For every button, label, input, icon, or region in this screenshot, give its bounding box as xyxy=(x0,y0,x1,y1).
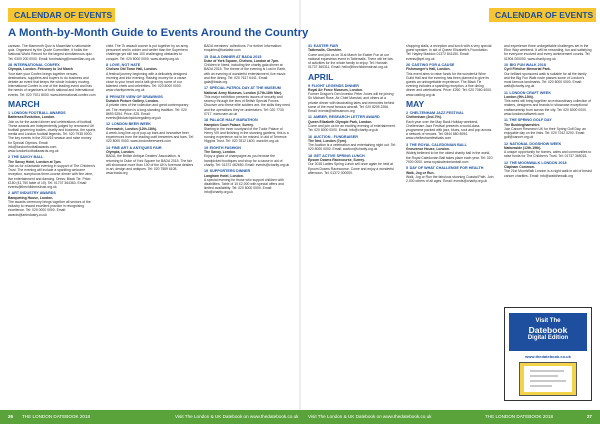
event-date: 18 xyxy=(204,118,209,123)
event-name: EIGHTH FASHION xyxy=(209,145,241,150)
event-description: Come and join us for an exciting evening of entertainment. Tel: 020 8000 0000. Email: info@charity.org.uk xyxy=(308,124,396,133)
event-description: Enjoy a glass of champagne as you browse the handpicked boutiques and shop for a cause in aid of charity. Tel: 01372 462650. Email: events@charity.org.uk xyxy=(204,154,290,167)
event-item xyxy=(106,146,194,176)
footer-title-right: THE LONDON DATEBOOK 2018 xyxy=(485,414,554,419)
event-venue: Epsom Downs Racecourse, Surrey. xyxy=(308,158,365,163)
event-venue: Hampton Court Palace, Surrey. xyxy=(204,122,254,127)
month-heading: MARCH xyxy=(8,99,40,110)
event-item xyxy=(8,111,96,153)
screen-line xyxy=(530,375,558,377)
event-date: 2 xyxy=(8,191,11,196)
event-venue: Greenwich, London (12th-18th). xyxy=(106,126,157,131)
ad-banner xyxy=(509,313,587,351)
event-description: This event aims to raise funds for the wonderful Wine Guild Hall and the evening has been planned to give its guests an unforgettable experience. The Black Tie evening includes a sparkling reception, a fine dining dinner and celebrations. Price: £250. Tel: 020 7060 4000. www.casting.org.uk xyxy=(406,71,492,97)
event-description: Our 2018 Ladies Spring Lunch will once again be held at Epsom Downs Racecourse. Come and enjoy a wonderful afternoon. Tel: 01372 000000. xyxy=(308,162,394,175)
screen-line xyxy=(530,370,564,372)
event-name: ART INDUSTRY AWARDS xyxy=(11,191,56,196)
event-description: This major exhibition presents issues of security and secrecy through the lens of British Special Forces. Discover who these elite soldiers are, the skills they need and the operations they've undertaken. Tel: 020 7730 0717. www.nam.ac.uk xyxy=(204,95,290,116)
event-item xyxy=(308,44,396,69)
event-date: 16 xyxy=(308,134,313,139)
continued-text: child. The 7k assault course is put together by an army personnel and is colder and wetter than the Superhero challenge yet still has 100 challenging obstacles to conquer. Tel: 020 8000 0000. www.charity.org.uk xyxy=(106,44,189,61)
event-date: 8 xyxy=(106,63,109,67)
tablet-icon xyxy=(519,362,577,396)
event-name: FINE ART & ANTIQUES FAIR xyxy=(111,145,162,150)
event-item xyxy=(504,91,592,116)
event-date: 2 xyxy=(406,111,409,116)
left-footer xyxy=(0,410,300,424)
event-description: A unique opportunity for homes, cafes and communities to raise funds for The Children's Trust. Tel: 01737 365015. xyxy=(504,150,592,159)
event-name: EASTER FAIR xyxy=(313,44,338,48)
event-name: NATIONAL DOGSHOW WEEK xyxy=(509,141,562,146)
event-item xyxy=(106,122,194,143)
event-name: INTERNATIONAL CONFEX xyxy=(13,63,60,67)
event-description: Join us for the award dinner and celebrations of football. These awards are independently judged by renowned UK football governing bodies, charity and business, the sports media and London football legends. Tel: 020 7935 0000. The key events in the 2014/15 season and raise money for Special Olymics. Email: info@londonfootballawards.com. www.londonfootballawards.org.uk xyxy=(8,119,96,154)
event-date: 2 xyxy=(8,155,11,160)
event-date: 19 xyxy=(204,169,209,174)
event-venue: Clapham Common. xyxy=(504,165,535,170)
event-venue: Walk, Jog or Run. xyxy=(406,170,435,175)
event-title xyxy=(406,166,494,170)
event-venue: Cheltenham (2nd-7th). xyxy=(406,115,442,120)
event-description: A festival journey beginning with a delicately designed morning and into evening. Raising money for a cause close to your heart and a talk given by some of our talented chefs and celebrities. Tel: 020 8000 0000. www.charityevents.org.uk xyxy=(106,71,187,93)
event-description: Come and join us on 31st March for Easter Fun at our national equestrian event in Tattersalls. There will be lots of activities for the whole family to enjoy. Tel: Hannah 01737 360311. Email: hello@thechildrenstrust.org.uk xyxy=(308,52,393,70)
continued-text: caravan. The Mammoth Quiz is Macmillan's nationwide quiz. Organised by the Quote Committee, it holds the National World Record for the largest simultaneous quiz. Tel: 0300 200 0000. Email: fundraising@macmillan.org.uk xyxy=(8,44,95,61)
page-headline: A Month-by-Month Guide to Events Around the Country xyxy=(8,27,309,39)
event-name: LONDON CRAFT WEEK xyxy=(509,90,551,95)
event-venue: Battersea Evolution, London. xyxy=(8,115,56,120)
event-description: BADA, the British Antique Dealers' Association, is returning to Duke of York Square for BADA 2015. The fair will showcase more than 100 of the UK's foremost dealers in art, design and antiques. Tel: 020 7589 6108. www.bada.org xyxy=(106,154,194,176)
ad-url[interactable]: www.thedatebook.co.uk xyxy=(525,354,571,359)
event-name: THE SAVOY BALL xyxy=(11,155,44,160)
screen-line xyxy=(530,385,552,387)
event-date: 12 xyxy=(504,141,509,146)
event-item xyxy=(204,118,292,143)
event-date: 17 xyxy=(204,86,209,91)
event-item xyxy=(308,154,396,175)
event-date: 31 xyxy=(308,44,313,48)
continued-text: shopping stalls, a reception and lunch with a very special guest speaker. In aid of Queen Elizabeth's Foundation. Tel: Hayley Maddox 01372 841150. Email: events@qef.org.uk xyxy=(406,44,492,61)
event-venue: Tattersalls, Cheshire. xyxy=(308,48,343,53)
event-name: DAY OF WHAT CHALLENGE FOR HEALTH xyxy=(409,166,484,171)
column-6 xyxy=(504,44,592,300)
event-date: 11 xyxy=(504,118,508,123)
column-5 xyxy=(406,44,494,400)
event-item xyxy=(504,161,592,178)
event-venue: Olympia, London. xyxy=(106,150,135,155)
event-venue: Dulwich Picture Gallery, London. xyxy=(106,99,159,104)
page-number-right: 27 xyxy=(586,414,592,419)
event-venue: The Savoy Hotel, London at 7pm. xyxy=(8,159,62,164)
event-venue: Nationwide (12th-19th). xyxy=(504,146,542,151)
event-venue: Cyril Fletcher Memorial Park. xyxy=(504,67,551,72)
event-date: 26 xyxy=(406,63,411,67)
event-item xyxy=(504,118,592,139)
right-section-header: CALENDAR OF EVENTS xyxy=(489,8,596,22)
ad-line-2: Datebook xyxy=(528,325,568,335)
ad-line-1: Visit The xyxy=(535,318,561,324)
page-gutter xyxy=(299,0,301,424)
event-date: 8 xyxy=(106,94,109,99)
datebook-ad[interactable] xyxy=(504,307,592,401)
event-date: 12 xyxy=(106,122,111,127)
tablet-screen xyxy=(524,366,572,392)
continued-text: BADA members' collections. For further information: enquiries@badafair.com xyxy=(204,44,282,53)
event-item xyxy=(106,63,194,93)
event-description: This week will bring together an extraordinary collection of makers, designers and brands to showcase exceptional craftsmanship from across the city. Tel: 020 8000 0000. www.londoncraftweek.com xyxy=(504,99,592,116)
event-description: Children in Need, including the charity gala dinner at BADA 2015. The theme of the evening is Lost in Earth, with an evening of wonderful entertainment, live music and fine dining. Tel: 020 7617 6441. Email: gala@bada.org xyxy=(204,63,287,85)
event-description: Join Cancer Research UK for their Spring Golf Day, an enjoyable day on the links. Tel: 020 7242 0200. Email: golf@cancer.org.uk xyxy=(504,126,586,140)
event-item xyxy=(8,191,96,216)
event-item xyxy=(204,169,292,194)
event-venue: Grosvenor House, London. xyxy=(406,147,450,152)
event-date: 10 xyxy=(504,63,509,67)
event-name: THE ROYAL CALEDONIAN BALL xyxy=(409,142,467,147)
event-item xyxy=(204,146,292,167)
event-item xyxy=(8,155,96,189)
event-name: LONDON FOOTBALL AWARDS xyxy=(11,111,66,116)
column-1 xyxy=(8,44,96,400)
event-description: Each year over the May Bank Holiday weekend, Cheltenham Jazz Festival presents a world-class programme packed with jazz, blues, soul and pop across a network of venues. Tel: 0844 880 8094. www.cheltenhamfestivals.com xyxy=(406,119,492,141)
continued-text: and experience three unforgettable challenges set in the Ebor Way weekend. It will be rewarding, fun and satisfying for everyone involved and every achievement counts. Tel: 01904 000000. www.charity.org.uk xyxy=(504,44,592,61)
event-description: Your start your Confex brings together venues, destinations, suppliers and buyers to do business and debate an event that keeps the whole industry moving. International Confex is one of the leading event and has the needs of organisers of both national and international events. Tel: 020 7921 8000. www.international-confex.com xyxy=(8,71,96,97)
event-name: GALA DINNER AT BADA 2015 xyxy=(209,54,262,59)
event-name: PALACE HALF MARATHON xyxy=(209,118,258,123)
footer-promo-left[interactable]: Visit The London & UK Datebook on www.thedatebook.co.uk xyxy=(175,414,299,419)
event-date: 3 xyxy=(406,142,409,147)
ad-line-3: Digital Edition xyxy=(527,335,569,341)
left-section-header: CALENDAR OF EVENTS xyxy=(8,8,115,22)
event-venue: The Savoy, London. xyxy=(204,150,236,155)
footer-promo-right[interactable]: Visit The London & UK Datebook on www.thedatebook.co.uk xyxy=(308,414,432,419)
event-description: The 21st MoonWalk London is a night walk in aid of breast cancer charities. Email: info@walkthewalk.org xyxy=(504,169,592,178)
event-date: 9 xyxy=(308,83,311,88)
event-item xyxy=(204,86,292,116)
event-name: AMBER, RESEARCH LETTER AWARD xyxy=(313,115,380,120)
event-venue: Banqueting House, London. xyxy=(8,195,54,200)
event-item xyxy=(204,55,292,85)
event-venue: London (9th-13th). xyxy=(504,95,534,100)
event-venue: National Army Museum, London (17th-18th Mar). xyxy=(204,90,283,95)
event-item xyxy=(308,115,396,132)
event-venue: The Ned, London (7pm). xyxy=(308,139,347,144)
event-name: GET ACTIVE SPRING LUNCH xyxy=(313,153,365,158)
event-venue: Fishmonger's Hall, London. xyxy=(406,67,451,72)
event-date: 18 xyxy=(308,153,313,158)
event-date: 12 xyxy=(504,160,509,165)
event-item xyxy=(106,95,194,120)
event-venue: Langham Hotel, London. xyxy=(204,173,244,178)
event-date: 15 xyxy=(204,54,209,59)
event-item xyxy=(406,166,494,183)
column-3 xyxy=(204,44,292,400)
event-description: The Auction is a celebration and entertaining night out. Tel: 020 8000 0000. Email: auction@charity.org.uk xyxy=(308,143,396,152)
event-name: FLIGHT LEGENDS DINNER xyxy=(311,83,359,88)
month-heading: MAY xyxy=(406,99,425,110)
event-date: 11 xyxy=(504,90,508,95)
event-name: CHELTENHAM JAZZ FESTIVAL xyxy=(409,111,464,116)
event-date: 11 xyxy=(308,115,312,120)
event-name: THE MOONWALK LONDON 2018 xyxy=(509,160,567,165)
event-date: 28 xyxy=(8,63,13,67)
event-description: Former Dragon's Den investor Peter Jones will be joining Sir Michael Rose, Air Chief Marshal, and others at a private dinner with fascinating tales and memories behind some of the most famous aircraft. Tel: 020 8205 2266. Email: events@rafmuseum.org xyxy=(308,92,395,114)
event-description: A special evening for those who support children with disabilities. Table of 10 £2,000 with special offers and limited availability. Tel: 020 8000 0000. Email: info@charity.org.uk xyxy=(204,177,284,195)
event-name: CASTING FOR A CAUSE xyxy=(411,63,455,67)
event-description: The awards ceremony brings together all sectors of the industry to reward excellent practice in recognising excellence. Tel: 020 0000 0000. Email: awards@artindustry.co.uk xyxy=(8,200,91,217)
event-item xyxy=(406,143,494,164)
column-2 xyxy=(106,44,194,400)
event-venue: Queen Elizabeth Olympic Park, London. xyxy=(308,119,373,124)
event-name: PRIVATE VIEW OF DRAWINGS xyxy=(109,94,163,99)
event-name: SUPPORTERS DINNER xyxy=(209,169,251,174)
event-name: SPECIAL PATROL DAY AT THE MUSEUM xyxy=(209,86,281,91)
event-venue: Olympia, London. February to 1st March xyxy=(8,67,73,72)
event-venue: Chelsea Old Town Hall, London. xyxy=(106,67,158,72)
event-item xyxy=(504,142,592,159)
event-venue: Royal Air Force Museum, London. xyxy=(308,88,363,93)
event-name: AUCTION - FUNDRAISER xyxy=(313,134,358,139)
footer-title-left: THE LONDON DATEBOOK 2018 xyxy=(22,414,91,419)
event-description: Widely believed to be the oldest charity ball in the world, the Royal Caledonian Ball takes place each year. Tel: 020 7000 0000. www.royalcaledonianball.com xyxy=(406,151,493,164)
event-description: Our brilliant sponsored walk is suitable for all the family and the Big Fun Walk route passes some of London's most famous landmarks. Tel: 020 8000 0000. Email: walk@charity.org.uk xyxy=(504,71,587,89)
event-date: 5 xyxy=(406,166,409,171)
page-number-left: 26 xyxy=(8,414,14,419)
event-venue: The Buckinghamshire. xyxy=(504,122,541,127)
event-date: 19 xyxy=(204,145,209,150)
event-item xyxy=(308,135,396,152)
event-item xyxy=(308,84,396,114)
event-date: 14 xyxy=(106,145,111,150)
event-name: LOVE, NOT HATE xyxy=(109,63,141,67)
right-footer xyxy=(300,410,600,424)
event-item xyxy=(8,63,96,97)
event-item xyxy=(406,111,494,141)
event-description: Join us for a fantastic evening in support of The Children's Trust. The evening will include a sparkling welcome reception, sumptuous three-course dinner with fine wine, live entertainment and dancing. Dress: Black Tie. Price: £180 (£1,750 table of 10). Tel: 01737 364363. Email: events@thechildrenstrust.org.uk xyxy=(8,164,96,190)
event-description: Starting in the inner courtyard of the Tudor Palace of Henry VIII and finishing in the stunning gardens, this is a running experience not to be missed. In aid of Terrence Higgins Trust. Tel: 020 7812 1600. www.tht.org.uk xyxy=(204,126,289,144)
event-item xyxy=(504,63,592,88)
screen-line xyxy=(530,380,566,382)
event-description: A week-long line-up of pop-up bars and innovative beer experiences from the leading craft breweries and bars. Tel: 020 8000 0000. www.londonbeerweek.com xyxy=(106,131,194,144)
event-description: A private view of the collection and great contemporary art. The reception is a long-standing tradition. Tel: 020 8693 5254. Price: £25. Email: events@dulwichpicturegallery.org.uk xyxy=(106,103,189,121)
event-name: LONDON BEER WEEK xyxy=(111,122,151,127)
event-name: BIG FUN WALK 2018 xyxy=(509,63,546,67)
event-item xyxy=(406,63,494,97)
column-4 xyxy=(308,44,396,400)
event-venue: Duke of York Square, Chelsea, London at 7pm. xyxy=(204,59,280,63)
event-description: Walk, Jog or Run the fabulous stunning Coastal Path. Join 2,000 others of all ages. Email: events@charity.org.uk xyxy=(406,174,494,184)
event-date: 1 xyxy=(8,111,11,116)
event-name: THE SPRING GOLF DAY xyxy=(509,118,552,123)
month-heading: APRIL xyxy=(308,71,334,82)
